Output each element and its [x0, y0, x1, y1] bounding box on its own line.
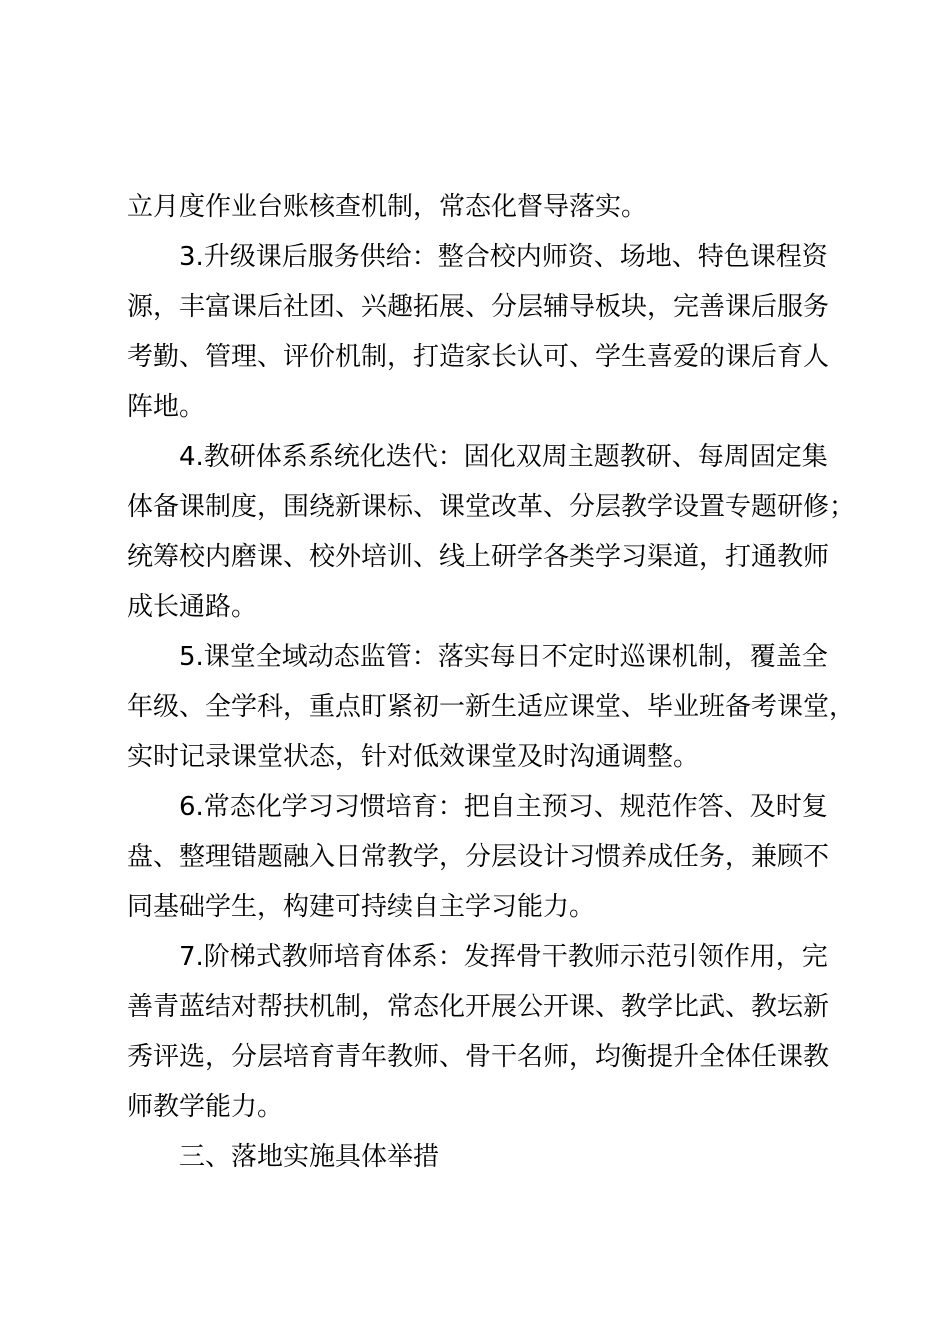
text-line: 统筹校内磨课、校外培训、线上研学各类学习渠道，打通教师: [127, 542, 830, 572]
text-line: 师教学能力。: [127, 1092, 284, 1122]
text-line: 成长通路。: [127, 592, 258, 622]
text-line: 阵地。: [127, 392, 206, 422]
paragraph-heading-7: 7.阶梯式教师培育体系：发挥骨干教师示范引领作用，完: [179, 942, 828, 972]
section-heading: 三、落地实施具体举措: [179, 1142, 440, 1172]
paragraph-heading-6: 6.常态化学习习惯培育：把自主预习、规范作答、及时复: [179, 792, 828, 822]
text-line: 体备课制度，围绕新课标、课堂改革、分层教学设置专题研修；: [127, 492, 856, 522]
paragraph-heading-5: 5.课堂全域动态监管：落实每日不定时巡课机制，覆盖全: [179, 642, 828, 672]
paragraph-heading-3: 3.升级课后服务供给：整合校内师资、场地、特色课程资: [179, 242, 828, 272]
text-line: 源，丰富课后社团、兴趣拓展、分层辅导板块，完善课后服务: [127, 292, 830, 322]
text-line: 善青蓝结对帮扶机制，常态化开展公开课、教学比武、教坛新: [127, 992, 830, 1022]
text-line: 立月度作业台账核查机制，常态化督导落实。: [127, 192, 648, 222]
text-line: 盘、整理错题融入日常教学，分层设计习惯养成任务，兼顾不: [127, 842, 830, 872]
text-line: 考勤、管理、评价机制，打造家长认可、学生喜爱的课后育人: [127, 342, 830, 372]
text-line: 年级、全学科，重点盯紧初一新生适应课堂、毕业班备考课堂，: [127, 692, 856, 722]
text-line: 秀评选，分层培育青年教师、骨干名师，均衡提升全体任课教: [127, 1042, 830, 1072]
document-body: [127, 182, 855, 1182]
text-line: 实时记录课堂状态，针对低效课堂及时沟通调整。: [127, 742, 700, 772]
paragraph-heading-4: 4.教研体系系统化迭代：固化双周主题教研、每周固定集: [179, 442, 828, 472]
text-line: 同基础学生，构建可持续自主学习能力。: [127, 892, 596, 922]
